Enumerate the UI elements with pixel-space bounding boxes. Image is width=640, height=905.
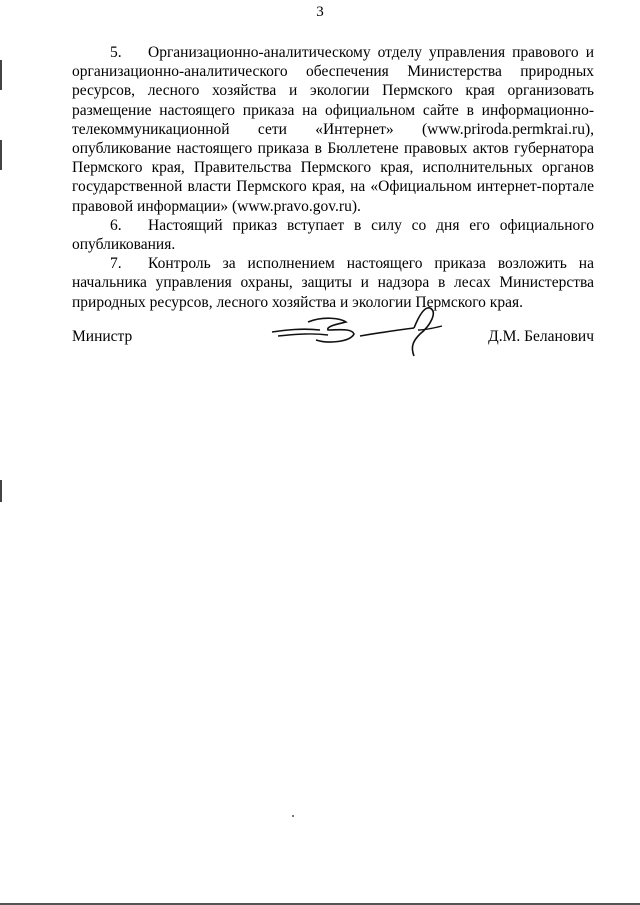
scan-edge-mark xyxy=(0,480,2,502)
page-number: 3 xyxy=(316,4,324,20)
paragraph-text: Настоящий приказ вступает в силу со дня его официального опубликования. xyxy=(72,216,594,254)
scan-speck xyxy=(292,815,294,817)
paragraph-text: Организационно-аналитическому отделу управления правового и организационно-аналитического обеспечения Министерства природных ресурсов, лесного хозяйства и экологии Пермского края организовать размещение настоящего приказа на официальном сайте в информационно-телекоммуникационной сети «Интернет» (www.priroda.permkrai.ru), опубликование настоящего приказа в Бюллетене правовых актов губернатора Пермского края, Правительства Пермского края, исполнительных органов государственной власти Пермского края, на «Официальном интернет-портале правовой информации» (www.pravo.gov.ru). xyxy=(72,44,594,215)
document-body xyxy=(72,43,594,312)
handwritten-signature xyxy=(268,300,448,360)
paragraph-number: 7. xyxy=(110,255,122,273)
paragraph-number: 6. xyxy=(110,216,122,234)
scan-edge-mark xyxy=(0,60,2,90)
paragraph-5 xyxy=(72,43,594,216)
paragraph-text: Контроль за исполнением настоящего приказа возложить на начальника управления охраны, защиты и надзора в лесах Министерства природных ресурсов, лесного хозяйства и экологии Пермского края. xyxy=(72,255,594,311)
paragraph-number: 5. xyxy=(110,44,122,61)
paragraph-6 xyxy=(72,216,594,254)
signatory-name: Д.М. Беланович xyxy=(488,328,594,345)
signatory-position: Министр xyxy=(72,328,133,345)
scan-edge-mark xyxy=(0,140,2,170)
signature-block xyxy=(72,322,594,362)
